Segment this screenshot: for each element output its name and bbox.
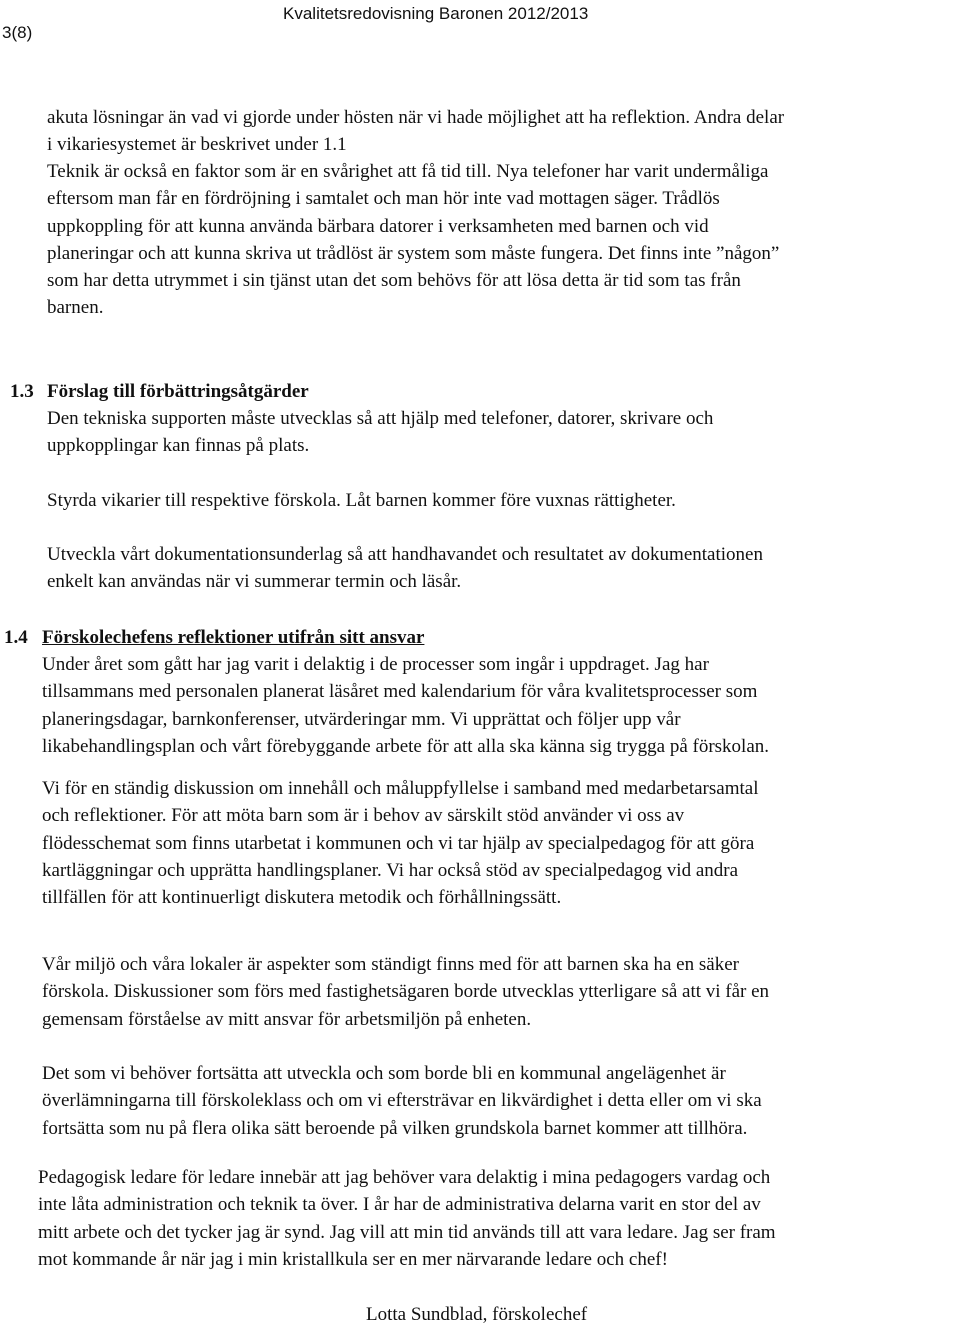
text-line: planeringsdagar, barnkonferenser, utvärderingar mm. Vi upprättat och följer upp vår [42, 708, 681, 730]
page-number: 3(8) [2, 23, 33, 42]
section-number: 1.3 [10, 381, 34, 402]
section-number: 1.4 [4, 627, 28, 648]
text-line: Teknik är också en faktor som är en svårighet att få tid till. Nya telefoner har varit undermåliga [47, 161, 769, 182]
signature: Lotta Sundblad, förskolechef [366, 1304, 588, 1325]
text-line: överlämningarna till förskoleklass och om vi eftersträvar en likvärdighet i detta eller om vi ska [42, 1090, 762, 1112]
text-line: som har detta utrymmet i sin tjänst utan det som behövs för att lösa detta är tid som tas från [47, 270, 741, 292]
document-header-title: Kvalitetsredovisning Baronen 2012/2013 [283, 4, 589, 23]
paragraph-miljo [42, 951, 769, 1033]
text-line: Styrda vikarier till respektive förskola. Låt barnen kommer före vuxnas rättigheter. [47, 490, 676, 511]
text-line: uppkoppling för att kunna använda bärbara datorer i verksamheten med barnen och vid [47, 215, 709, 237]
text-line: flödesschemat som finns utarbetat i kommunen och vi tar hjälp av specialpedagog för att göra [42, 832, 755, 854]
paragraph-forskolechef-reflektion [42, 651, 769, 760]
section-title: Förskolechefens reflektioner utifrån sitt ansvar [42, 627, 425, 648]
text-line: och reflektioner. För att möta barn som är i behov av särskilt stöd använder vi oss av [42, 805, 685, 827]
text-line: likabehandlingsplan och vårt förebyggande arbete för att alla ska känna sig trygga på förskolan. [42, 735, 770, 757]
text-line: tillfällen för att kontinuerligt diskutera metodik och förhållningssätt. [42, 887, 562, 909]
text-line: akuta lösningar än vad vi gjorde under hösten när vi hade möjlighet att ha reflektion. Andra delar [47, 107, 785, 128]
text-line: barnen. [47, 297, 104, 319]
text-line: inte låta administration och teknik ta över. I år har de administrativa delarna varit en stor del av [38, 1194, 761, 1216]
text-line: uppkopplingar kan finnas på plats. [47, 435, 310, 457]
text-line: mitt arbete och det tycker jag är synd. Jag vill att min tid används till att vara ledare. Jag ser fram [38, 1221, 776, 1243]
text-line: eftersom man får en fördröjning i samtalet och man hör inte vad mottagen säger. Trådlös [47, 188, 720, 210]
text-line: gemensam förståelse av mitt ansvar för arbetsmiljön på enheten. [42, 1008, 532, 1030]
paragraph-teknisk-support [47, 405, 713, 460]
text-line: Det som vi behöver fortsätta att utveckla och som borde bli en kommunal angelägenhet är [42, 1063, 726, 1084]
paragraph-pedagogisk-ledare [38, 1164, 776, 1273]
text-line: tillsammans med personalen planerat läsåret med kalendarium för våra kvalitetsprocesser som [42, 681, 758, 703]
text-line: Pedagogisk ledare för ledare innebär att jag behöver vara delaktig i mina pedagogers vardag och [38, 1167, 771, 1188]
paragraph-teknik [47, 158, 779, 322]
text-line: kartläggningar och upprätta handlingsplaner. Vi har också stöd av specialpedagog vid andra [42, 859, 739, 881]
text-line: Utveckla vårt dokumentationsunderlag så att handhavandet och resultatet av dokumentationen [47, 544, 763, 565]
paragraph-dokumentation [47, 541, 763, 596]
paragraph-diskussion [42, 775, 758, 911]
paragraph-styrda-vikarier [47, 487, 676, 514]
text-line: Vår miljö och våra lokaler är aspekter som ständigt finns med för att barnen ska ha en säker [42, 954, 739, 975]
text-line: i vikariesystemet är beskrivet under 1.1 [47, 134, 347, 156]
text-line: förskola. Diskussioner som förs med fastighetsägaren borde utvecklas ytterligare så att vi får en [42, 981, 770, 1003]
section-title: Förslag till förbättringsåtgärder [47, 381, 309, 402]
text-line: enkelt kan användas när vi summerar termin och läsår. [47, 571, 462, 593]
text-line: mot kommande år när jag i min kristallkula ser en mer närvarande ledare och chef! [38, 1248, 668, 1270]
paragraph-overlamning [42, 1060, 762, 1142]
text-line: planeringar och att kunna skriva ut trådlöst är system som måste fungera. Det finns inte ”någon” [47, 242, 780, 264]
section-heading-1-3 [10, 378, 309, 405]
paragraph-vikariesystem [47, 104, 784, 159]
text-line: Vi för en ständig diskussion om innehåll och måluppfyllelse i samband med medarbetarsamtal [42, 778, 759, 799]
text-line: Under året som gått har jag varit i delaktig i de processer som ingår i uppdraget. Jag har [42, 654, 709, 675]
text-line: Den tekniska supporten måste utvecklas så att hjälp med telefoner, datorer, skrivare och [47, 408, 714, 429]
text-line: fortsätta som nu på flera olika sätt beroende på vilken grundskola barnet kommer att tillhöra. [42, 1117, 748, 1139]
section-heading-1-4 [4, 624, 424, 651]
